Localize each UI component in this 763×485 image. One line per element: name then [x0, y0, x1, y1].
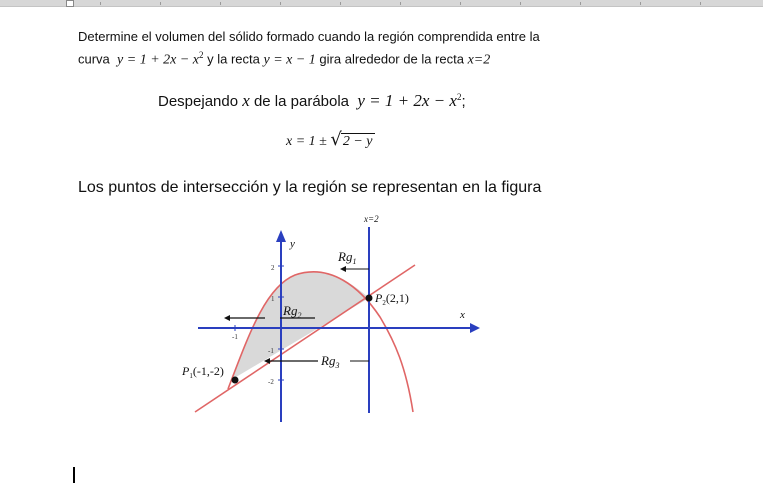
rg2-arrowhead — [224, 315, 230, 321]
label-x2: x=2 — [364, 214, 379, 224]
problem-statement — [78, 27, 646, 69]
point-p2 — [366, 295, 373, 302]
problem-line-2 — [78, 46, 646, 69]
ruler-tick — [580, 2, 581, 5]
parabola-exponent: 2 — [456, 92, 462, 102]
label-x-axis: x — [460, 309, 465, 321]
tick-label-m2: -2 — [268, 378, 274, 386]
axis-equation: x=2 — [467, 52, 491, 68]
ruler — [0, 0, 763, 7]
ruler-tick — [280, 2, 281, 5]
word-recta: y la recta — [203, 51, 264, 67]
p1-label: $P_1(-1,-2)$ — [182, 364, 224, 380]
x-tick-label-m1: -1 — [232, 333, 238, 341]
step-text-b: de la parábola — [249, 93, 354, 110]
parabola-equation: y = 1 + 2x − x — [357, 91, 457, 110]
line-equation: y = x − 1 — [263, 52, 316, 68]
figure-caption: Los puntos de intersección y la región se representan en la figura — [78, 179, 542, 196]
label-y-axis: y — [290, 238, 295, 250]
y-axis-arrow — [276, 230, 286, 242]
ruler-indent-marker[interactable] — [66, 0, 74, 7]
step-end: ; — [461, 93, 466, 110]
curve-equation: y = 1 + 2x − x — [117, 52, 200, 68]
step-variable: x — [242, 91, 250, 110]
ruler-tick — [700, 2, 701, 5]
solution-equation — [286, 129, 375, 150]
word-curva: curva — [78, 51, 110, 67]
ruler-tick — [520, 2, 521, 5]
rg1-arrowhead — [340, 266, 346, 272]
sqrt-symbol: √ — [330, 129, 342, 150]
p2-label: $P_2(2,1)$ — [375, 291, 409, 307]
rg1-label: $Rg_1$ — [338, 249, 357, 266]
radicand: 2 − y — [342, 134, 373, 149]
ruler-tick — [460, 2, 461, 5]
ruler-tick — [100, 2, 101, 5]
ruler-tick — [160, 2, 161, 5]
ruler-tick — [640, 2, 641, 5]
solve-step — [158, 91, 466, 111]
rg2-label: $Rg_2$ — [283, 303, 302, 320]
x-axis-arrow — [470, 323, 480, 333]
problem-tail: gira alrededor de la recta — [315, 51, 468, 67]
step-text-a: Despejando — [158, 93, 243, 110]
rg3-label: $Rg_3$ — [321, 353, 340, 370]
tick-label-2: 2 — [271, 264, 275, 272]
ruler-tick — [220, 2, 221, 5]
text-cursor — [73, 467, 75, 483]
solution-lhs: x = 1 ± — [286, 134, 331, 149]
tick-label-1: 1 — [271, 295, 275, 303]
document-page[interactable] — [0, 7, 763, 485]
point-p1 — [232, 377, 239, 384]
curve-exponent: 2 — [199, 50, 204, 60]
region-figure — [170, 207, 490, 422]
ruler-tick — [400, 2, 401, 5]
shaded-region — [231, 271, 369, 380]
tick-label-m1: -1 — [268, 347, 274, 355]
problem-line-1: Determine el volumen del sólido formado cuando la región comprendida entre la — [78, 29, 540, 44]
ruler-tick — [340, 2, 341, 5]
